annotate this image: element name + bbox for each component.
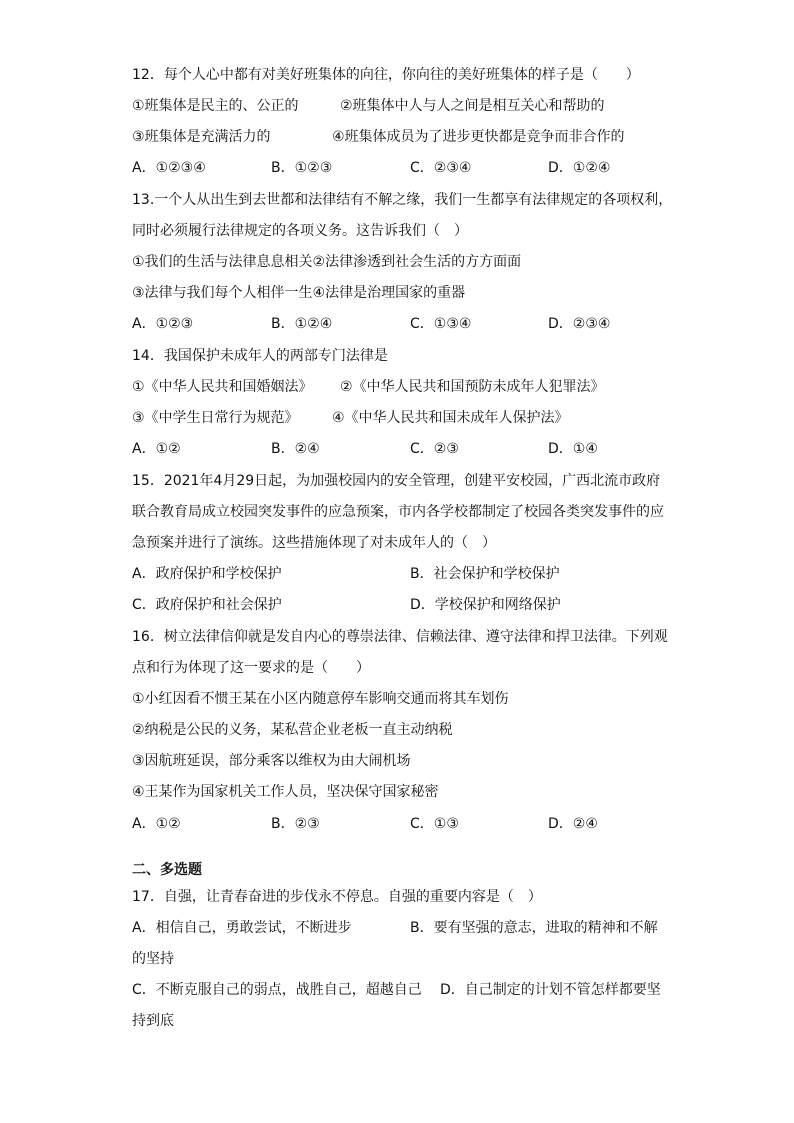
- q13-option-a: A．①②③: [132, 316, 194, 332]
- q13-items-line-2: ③法律与我们每个人相伴一生④法律是治理国家的重器: [132, 285, 466, 301]
- q15-stem-line-1: 15．2021年4月29日起，为加强校园内的安全管理，创建平安校园，广西北流市政府: [132, 473, 661, 489]
- q16-stem-line-1: 16．树立法律信仰就是发自内心的尊崇法律、信赖法律、遵守法律和捍卫法律。下列观: [132, 629, 668, 645]
- q14-option-d: D．①④: [548, 441, 598, 457]
- q17-option-b-continued: 的坚持: [132, 951, 174, 967]
- q12-item-2: ②班集体中人与人之间是相互关心和帮助的: [340, 98, 605, 114]
- q12-option-d: D．①②④: [548, 160, 611, 176]
- q12-option-c: C．②③④: [410, 160, 472, 176]
- q16-item-1: ①小红因看不惯王某在小区内随意停车影响交通而将其车划伤: [132, 691, 509, 707]
- q16-item-3: ③因航班延误，部分乘客以维权为由大闹机场: [132, 753, 411, 769]
- q16-option-a: A．①②: [132, 816, 181, 832]
- section-title-multiple-choice: 二、多选题: [132, 862, 202, 878]
- q17-option-b: B．要有坚强的意志，进取的精神和不解: [410, 920, 658, 936]
- q14-item-2: ②《中华人民共和国预防未成年人犯罪法》: [340, 379, 605, 395]
- q17-option-d-continued: 持到底: [132, 1013, 174, 1029]
- q14-item-3: ③《中学生日常行为规范》: [132, 410, 299, 426]
- q14-option-a: A．①②: [132, 441, 181, 457]
- q13-option-d: D．②③④: [548, 316, 611, 332]
- q16-option-c: C．①③: [410, 816, 459, 832]
- q14-item-1: ①《中华人民共和国婚姻法》: [132, 379, 313, 395]
- q17-stem: 17．自强，让青春奋进的步伐永不停息。自强的重要内容是（ ）: [132, 889, 542, 905]
- q13-items-line-1: ①我们的生活与法律息息相关②法律渗透到社会生活的方方面面: [132, 254, 522, 270]
- q12-option-b: B．①②③: [271, 160, 333, 176]
- q15-option-a: A．政府保护和学校保护: [132, 566, 282, 582]
- q16-stem-line-2: 点和行为体现了这一要求的是（ ）: [132, 660, 370, 676]
- q13-stem-line-2: 同时必须履行法律规定的各项义务。这告诉我们（ ）: [132, 223, 468, 239]
- q12-option-a: A．①②③④: [132, 160, 206, 176]
- q12-stem: 12．每个人心中都有对美好班集体的向往，你向往的美好班集体的样子是（ ）: [132, 67, 640, 83]
- q15-stem-line-2: 联合教育局成立校园突发事件的应急预案，市内各学校都制定了校园各类突发事件的应: [132, 504, 664, 520]
- q17-option-c: C．不断克服自己的弱点，战胜自己，超越自己: [132, 982, 422, 998]
- q15-option-b: B．社会保护和学校保护: [410, 566, 560, 582]
- q17-option-a: A．相信自己，勇敢尝试，不断进步: [132, 920, 352, 936]
- q16-item-4: ④王某作为国家机关工作人员，坚决保守国家秘密: [132, 784, 439, 800]
- q14-stem: 14．我国保护未成年人的两部专门法律是: [132, 348, 388, 364]
- q13-option-c: C．①③④: [410, 316, 472, 332]
- q15-option-c: C．政府保护和社会保护: [132, 597, 282, 613]
- q12-item-3: ③班集体是充满活力的: [132, 129, 271, 145]
- q15-option-d: D．学校保护和网络保护: [410, 597, 561, 613]
- q16-item-2: ②纳税是公民的义务，某私营企业老板一直主动纳税: [132, 722, 453, 738]
- q13-option-b: B．①②④: [271, 316, 333, 332]
- q13-stem-line-1: 13.一个人从出生到去世都和法律结有不解之缘，我们一生都享有法律规定的各项权利，: [132, 192, 673, 208]
- q16-option-d: D．②④: [548, 816, 598, 832]
- q15-stem-line-3: 急预案并进行了演练。这些措施体现了对未成年人的（ ）: [132, 535, 496, 551]
- q16-option-b: B．②③: [271, 816, 320, 832]
- q14-option-b: B．②④: [271, 441, 320, 457]
- q12-item-1: ①班集体是民主的、公正的: [132, 98, 299, 114]
- q17-option-d: D．自己制定的计划不管怎样都要坚: [440, 982, 661, 998]
- q12-item-4: ④班集体成员为了进步更快都是竞争而非合作的: [332, 129, 625, 145]
- q14-option-c: C．②③: [410, 441, 459, 457]
- q14-item-4: ④《中华人民共和国未成年人保护法》: [332, 410, 569, 426]
